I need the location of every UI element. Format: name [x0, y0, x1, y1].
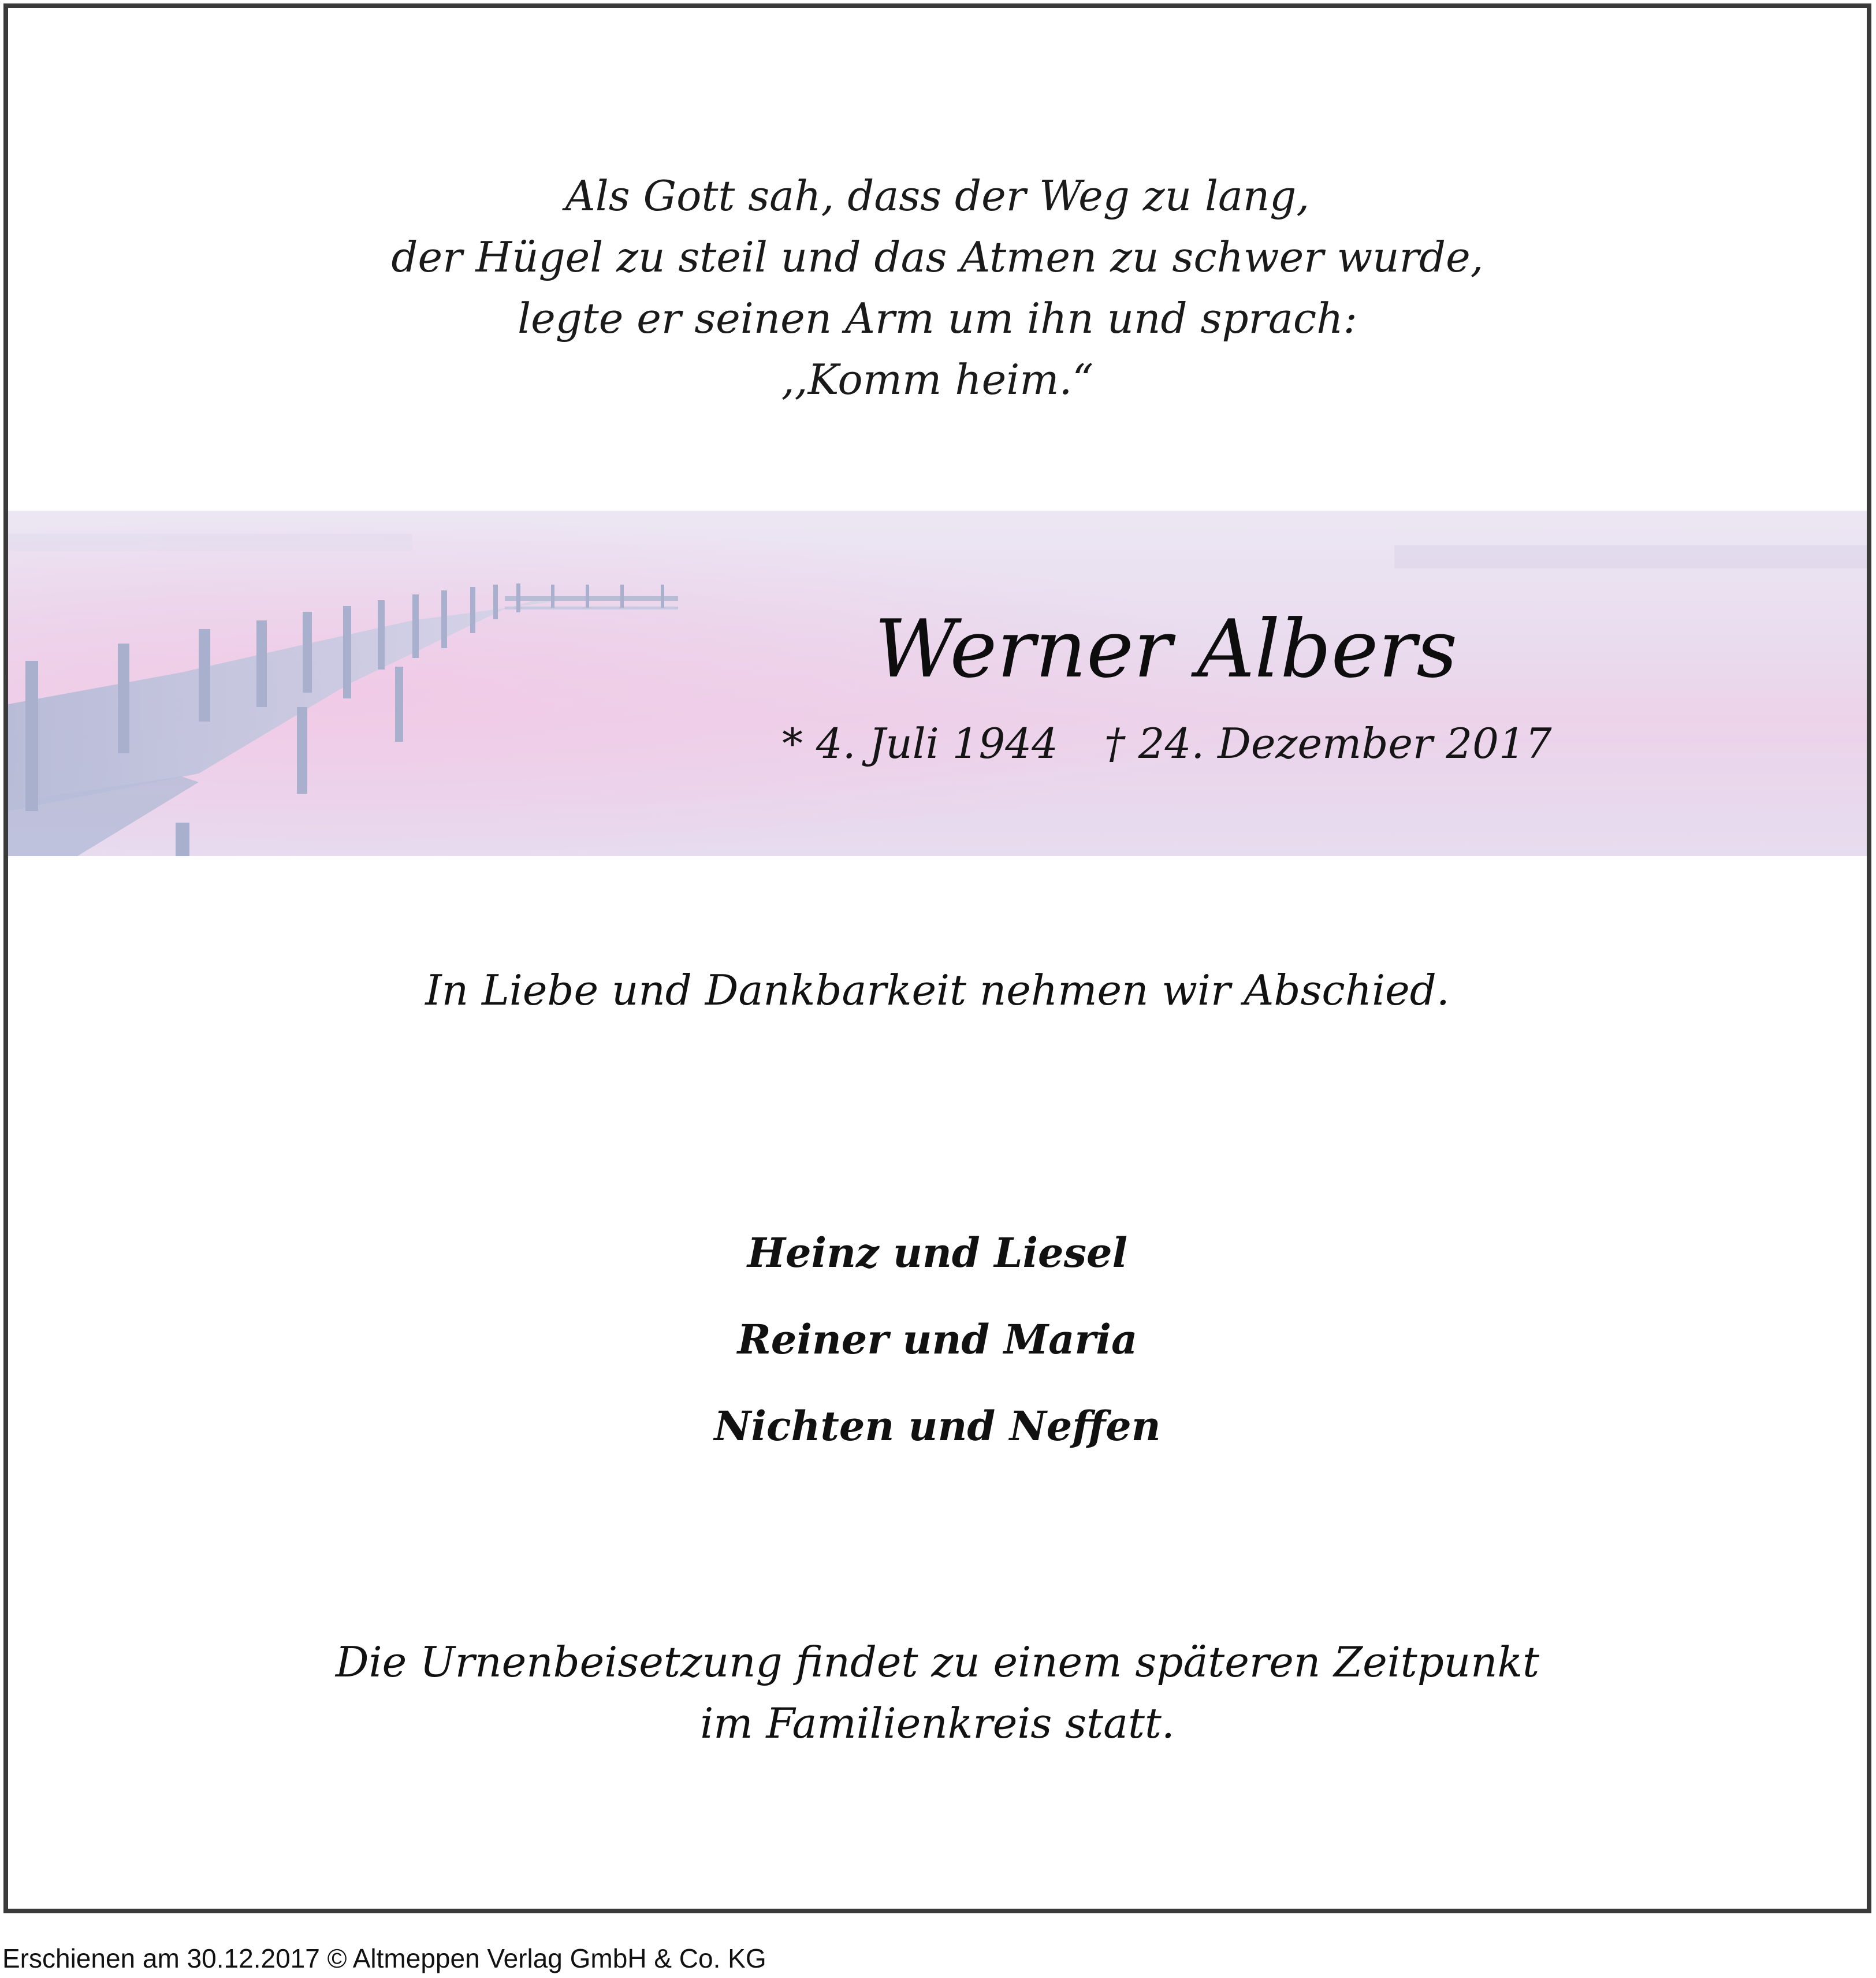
deceased-name: Werner Albers [874, 603, 1458, 696]
birth-date: * 4. Juli 1944 [782, 719, 1058, 768]
publication-footer: Erschienen am 30.12.2017 © Altmeppen Verlag GmbH & Co. KG [2, 1943, 766, 1973]
life-dates [782, 717, 1552, 769]
mourner-name: Nichten und Neffen [714, 1402, 1161, 1450]
mourners-list [8, 1210, 1867, 1470]
burial-notice [8, 1631, 1867, 1754]
poem-line: ,,Komm heim.“ [781, 355, 1094, 404]
obituary-frame [3, 3, 1871, 1913]
poem-line: legte er seinen Arm um ihn und sprach: [518, 294, 1357, 343]
mourner-name: Heinz und Liesel [747, 1229, 1128, 1277]
notice-line: im Familienkreis statt. [700, 1699, 1175, 1748]
poem-line: Als Gott sah, dass der Weg zu lang, [565, 172, 1310, 220]
poem-line: der Hügel zu steil und das Atmen zu schwer wurde, [391, 233, 1484, 281]
farewell-text: In Liebe und Dankbarkeit nehmen wir Abschied. [425, 966, 1450, 1014]
poem [8, 165, 1867, 410]
mourner-name: Reiner und Maria [737, 1315, 1138, 1363]
death-date: † 24. Dezember 2017 [1104, 719, 1552, 768]
notice-line: Die Urnenbeisetzung findet zu einem späteren Zeitpunkt [335, 1638, 1540, 1686]
